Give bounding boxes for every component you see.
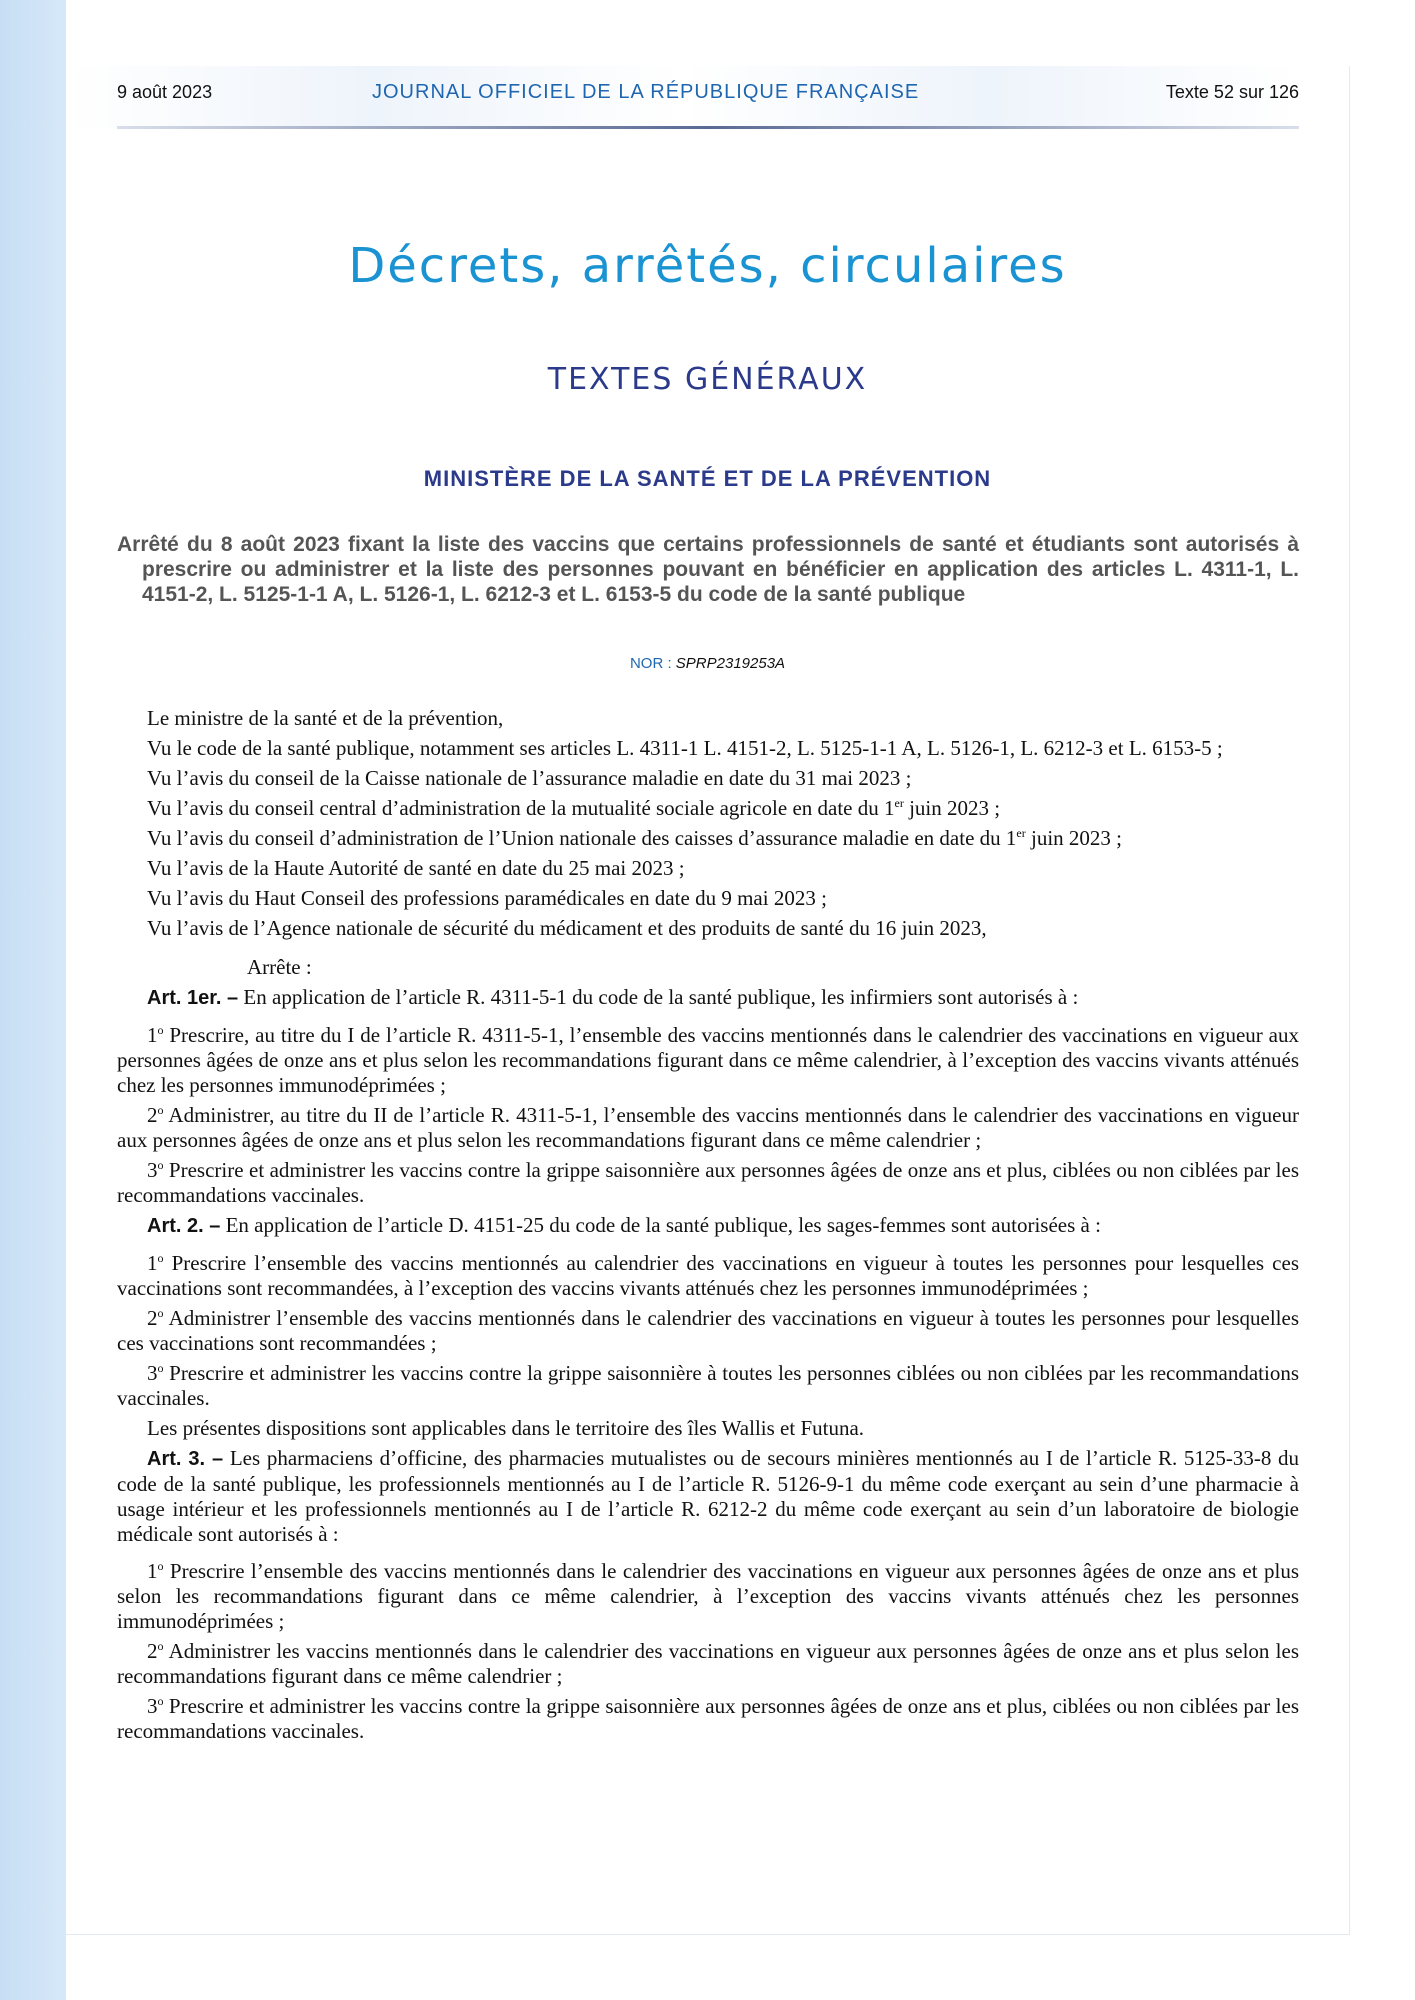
nor-value: SPRP2319253A	[675, 655, 786, 672]
article-label: Art. 2. –	[147, 1215, 221, 1237]
article-intro: Les pharmaciens d’officine, des pharmacies mutualistes ou de secours minières mentionnés au I de l’article R. 5125-33-8 du code de la santé publique, les professionnels mentionnés au I de l’article R. 5126-9-1 du même code exerçant au sein d’une pharmacie à usage intérieur et les professionnels mentionnés au I de l’article R. 6212-2 du même code exerçant au sein d’un laboratoire de biologie médicale sont autorisés à :	[117, 1446, 1300, 1546]
article-intro: En application de l’article R. 4311-5-1 du code de la santé publique, les infirmiers sont autorisés à :	[243, 985, 1079, 1009]
header-divider	[117, 126, 1299, 129]
arrete-title: Arrêté du 8 août 2023 fixant la liste des vaccins que certains professionnels de santé et étudiants sont autorisés à prescrire ou administrer et la liste des personnes pouvant en bénéficier en application des articles L. 4311-1, L. 4151-2, L. 5125-1-1 A, L. 5126-1, L. 6212-3 et L. 6153-5 du code de la santé publique	[117, 533, 1299, 606]
article-item: 1$^o$ Prescrire l’ensemble des vaccins mentionnés dans le calendrier des vaccinations en vigueur aux personnes âgées de onze ans et plus selon les recommandations figurant dans ce même calendrier, à l’exception des vaccins vivants atténués chez les personnes immunodéprimées ;	[117, 1559, 1299, 1633]
nor-line	[0, 655, 1415, 672]
preamble-line: Vu l’avis du conseil central d’administration de la mutualité sociale agricole en date du 1er juin 2023 ;	[147, 796, 1001, 820]
left-margin-strip	[0, 0, 66, 2000]
header-date: 9 août 2023	[117, 82, 213, 102]
article-item: 2$^o$ Administrer l’ensemble des vaccins mentionnés dans le calendrier des vaccinations en vigueur à toutes les personnes pour lesquelles ces vaccinations sont recommandées ;	[117, 1306, 1299, 1355]
preamble-line: Vu l’avis du conseil de la Caisse nationale de l’assurance maladie en date du 31 mai 2023 ;	[147, 766, 912, 790]
arrete-heading: Arrête :	[247, 955, 312, 979]
document-body	[117, 706, 1299, 1749]
article-label: Art. 3. –	[147, 1448, 224, 1470]
article-3	[117, 1446, 1299, 1547]
article-item: Les présentes dispositions sont applicables dans le territoire des îles Wallis et Futuna.	[147, 1416, 865, 1440]
article-item: 1$^o$ Prescrire l’ensemble des vaccins mentionnés au calendrier des vaccinations en vigueur à toutes les personnes pour lesquelles ces vaccinations sont recommandées, à l’exception des vaccins vivants atténués chez les personnes immunodéprimées ;	[117, 1251, 1299, 1300]
article-item: 3$^o$ Prescrire et administrer les vaccins contre la grippe saisonnière aux personnes âgées de onze ans et plus, ciblées ou non ciblées par les recommandations vaccinales.	[117, 1694, 1299, 1743]
article-item: 2$^o$ Administrer les vaccins mentionnés dans le calendrier des vaccinations en vigueur aux personnes âgées de onze ans et plus selon les recommandations figurant dans ce même calendrier ;	[117, 1639, 1299, 1688]
text-number: Texte 52 sur 126	[1165, 82, 1299, 102]
preamble-line: Vu l’avis de la Haute Autorité de santé en date du 25 mai 2023 ;	[147, 856, 685, 880]
journal-name: JOURNAL OFFICIEL DE LA RÉPUBLIQUE FRANÇAISE	[372, 81, 920, 103]
preamble-line: Le ministre de la santé et de la prévention,	[147, 706, 504, 730]
article-1	[117, 985, 1299, 1011]
article-item: 3$^o$ Prescrire et administrer les vaccins contre la grippe saisonnière à toutes les personnes ciblées ou non ciblées par les recommandations vaccinales.	[117, 1361, 1299, 1410]
page-header	[66, 66, 1299, 128]
subsection-title: TEXTES GÉNÉRAUX	[547, 362, 868, 397]
article-2	[117, 1213, 1299, 1239]
preamble-line: Vu l’avis du conseil d’administration de l’Union nationale des caisses d’assurance maladie en date du 1er juin 2023 ;	[147, 826, 1122, 850]
ministry-title: MINISTÈRE DE LA SANTÉ ET DE LA PRÉVENTION	[423, 466, 992, 491]
article-item: 2$^o$ Administrer, au titre du II de l’article R. 4311-5-1, l’ensemble des vaccins mentionnés dans le calendrier des vaccinations en vigueur aux personnes âgées de onze ans et plus selon les recommandations figurant dans ce même calendrier ;	[117, 1103, 1299, 1152]
preamble-line: Vu le code de la santé publique, notamment ses articles L. 4311-1 L. 4151-2, L. 5125-1-1 A, L. 5126-1, L. 6212-3 et L. 6153-5 ;	[147, 736, 1223, 760]
article-item: 3$^o$ Prescrire et administrer les vaccins contre la grippe saisonnière aux personnes âgées de onze ans et plus, ciblées ou non ciblées par les recommandations vaccinales.	[117, 1158, 1299, 1207]
article-label: Art. 1er. –	[147, 987, 239, 1009]
section-title: Décrets, arrêtés, circulaires	[348, 238, 1067, 294]
article-item: 1$^o$ Prescrire, au titre du I de l’article R. 4311-5-1, l’ensemble des vaccins mentionnés dans le calendrier des vaccinations en vigueur aux personnes âgées de onze ans et plus selon les recommandations figurant dans ce même calendrier, à l’exception des vaccins vivants atténués chez les personnes immunodéprimées ;	[117, 1023, 1299, 1097]
preamble-line: Vu l’avis du Haut Conseil des professions paramédicales en date du 9 mai 2023 ;	[147, 886, 827, 910]
preamble-line: Vu l’avis de l’Agence nationale de sécurité du médicament et des produits de santé du 16 juin 2023,	[147, 916, 987, 940]
article-intro: En application de l’article D. 4151-25 du code de la santé publique, les sages-femmes sont autorisées à :	[225, 1213, 1101, 1237]
nor-label: NOR :	[629, 655, 672, 672]
